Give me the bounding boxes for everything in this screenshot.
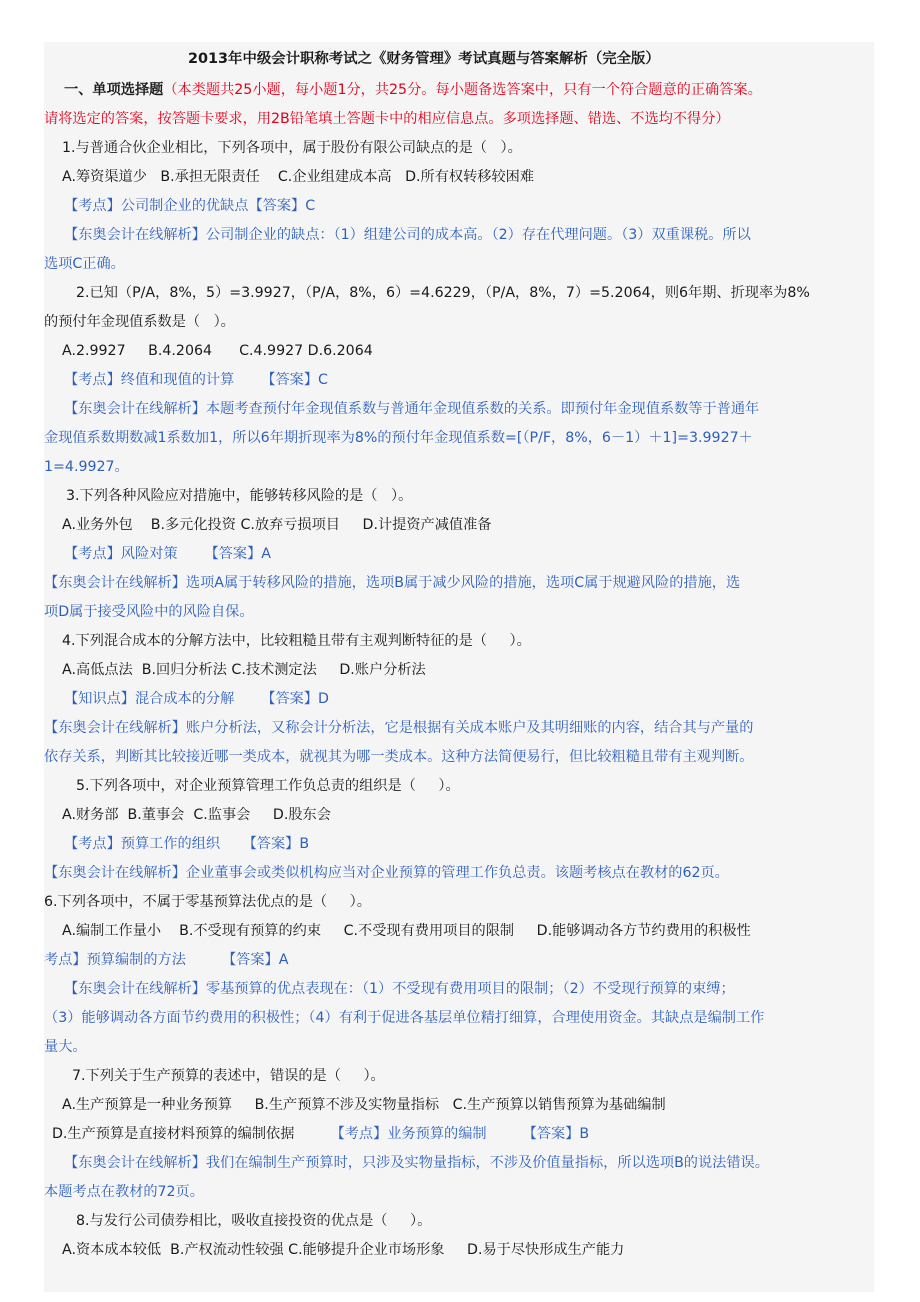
text-line: 4.下列混合成本的分解方法中，比较粗糙且带有主观判断特征的是（ ）。 xyxy=(62,633,531,649)
text-line xyxy=(52,1123,589,1145)
text-line: 【考点】预算工作的组织 【答案】B xyxy=(64,836,310,852)
text-line: A.高低点法 B.回归分析法 C.技术测定法 D.账户分析法 xyxy=(62,662,426,678)
text-line: 【东奥会计在线解析】零基预算的优点表现在：（1）不受现有费用项目的限制；（2）不受现行预算的束缚； xyxy=(64,981,735,997)
text-line: 【东奥会计在线解析】我们在编制生产预算时，只涉及实物量指标，不涉及价值量指标，所以选项B的说法错误。 xyxy=(64,1155,769,1171)
text-line: 【东奥会计在线解析】选项A属于转移风险的措施，选项B属于减少风险的措施，选项C属于规避风险的措施，选 xyxy=(44,575,741,591)
text-line: A.资本成本较低 B.产权流动性较强 C.能够提升企业市场形象 D.易于尽快形成生产能力 xyxy=(62,1242,625,1258)
section-intro-line-1 xyxy=(64,79,762,101)
text-line: 选项C正确。 xyxy=(44,256,125,272)
text-line: 金现值系数期数减1系数加1，所以6年期折现率为8%的预付年金现值系数=[（P/F，8%，6－1）＋1]=3.9927＋ xyxy=(44,430,753,446)
text-line: 的预付年金现值系数是（ ）。 xyxy=(44,314,235,330)
text-line: 【东奥会计在线解析】企业董事会或类似机构应当对企业预算的管理工作负总责。该题考核点在教材的62页。 xyxy=(44,865,729,881)
text-line: 【东奥会计在线解析】本题考查预付年金现值系数与普通年金现值系数的关系。即预付年金现值系数等于普通年 xyxy=(64,401,760,417)
text-line: 依存关系，判断其比较接近哪一类成本，就视其为哪一类成本。这种方法简便易行，但比较粗糙且带有主观判断。 xyxy=(44,749,754,765)
text-line: 7.下列关于生产预算的表述中，错误的是（ ）。 xyxy=(72,1068,385,1084)
text-line: 项D属于接受风险中的风险自保。 xyxy=(44,604,254,620)
text-line: A.业务外包 B.多元化投资 C.放弃亏损项目 D.计提资产减值准备 xyxy=(62,517,492,533)
section-instructions-1: （本类题共25小题，每小题1分，共25分。每小题备选答案中，只有一个符合题意的正确答案。 xyxy=(163,82,762,98)
text-line: 3.下列各种风险应对措施中，能够转移风险的是（ ）。 xyxy=(66,488,413,504)
text-line: 1=4.9927。 xyxy=(44,459,129,475)
section-heading: 一、单项选择题 xyxy=(64,82,164,98)
text-line: 1.与普通合伙企业相比，下列各项中，属于股份有限公司缺点的是（ ）。 xyxy=(62,140,522,156)
text-line: 2.已知（P/A，8%，5）=3.9927，（P/A，8%，6）=4.6229，（P/A，8%，7）=5.2064，则6年期、折现率为8% xyxy=(76,285,810,301)
text-line: 【东奥会计在线解析】公司制企业的缺点：（1）组建公司的成本高。（2）存在代理问题。（3）双重课税。所以 xyxy=(64,227,751,243)
text-line: 5.下列各项中，对企业预算管理工作负总责的组织是（ ）。 xyxy=(76,778,460,794)
text-line: 【考点】风险对策 【答案】A xyxy=(64,546,272,562)
document-title: 2013年中级会计职称考试之《财务管理》考试真题与答案解析（完全版） xyxy=(188,51,660,67)
text-line: A.编制工作量小 B.不受现有预算的约束 C.不受现有费用项目的限制 D.能够调动各方节约费用的积极性 xyxy=(62,923,751,939)
text-line: A.筹资渠道少 B.承担无限责任 C.企业组建成本高 D.所有权转移较困难 xyxy=(62,169,535,185)
answer-tag: 【考点】业务预算的编制 【答案】B xyxy=(294,1126,590,1142)
section-instructions-2: 请将选定的答案，按答题卡要求，用2B铅笔填土答题卡中的相应信息点。多项选择题、错选、不选均不得分） xyxy=(44,111,730,127)
text-line: 8.与发行公司债券相比，吸收直接投资的优点是（ ）。 xyxy=(76,1213,432,1229)
text-line: 【东奥会计在线解析】账户分析法，又称会计分析法，它是根据有关成本账户及其明细账的内容，结合其与产量的 xyxy=(44,720,754,736)
text-line: 量大。 xyxy=(44,1039,87,1055)
text-line: A.2.9927 B.4.2064 C.4.9927 D.6.2064 xyxy=(62,343,373,359)
option-text: D.生产预算是直接材料预算的编制依据 xyxy=(52,1126,295,1142)
text-line: 考点】预算编制的方法 【答案】A xyxy=(44,952,289,968)
text-line: A.财务部 B.董事会 C.监事会 D.股东会 xyxy=(62,807,331,823)
text-line: 6.下列各项中，不属于零基预算法优点的是（ ）。 xyxy=(44,894,371,910)
text-line: 【考点】终值和现值的计算 【答案】C xyxy=(64,372,328,388)
text-line: 本题考点在教材的72页。 xyxy=(44,1184,204,1200)
text-line: （3）能够调动各方面节约费用的积极性；（4）有利于促进各基层单位精打细算，合理使用资金。其缺点是编制工作 xyxy=(44,1010,765,1026)
text-line: 【考点】公司制企业的优缺点【答案】C xyxy=(64,198,316,214)
text-line: A.生产预算是一种业务预算 B.生产预算不涉及实物量指标 C.生产预算以销售预算为基础编制 xyxy=(62,1097,666,1113)
text-line: 【知识点】混合成本的分解 【答案】D xyxy=(64,691,329,707)
